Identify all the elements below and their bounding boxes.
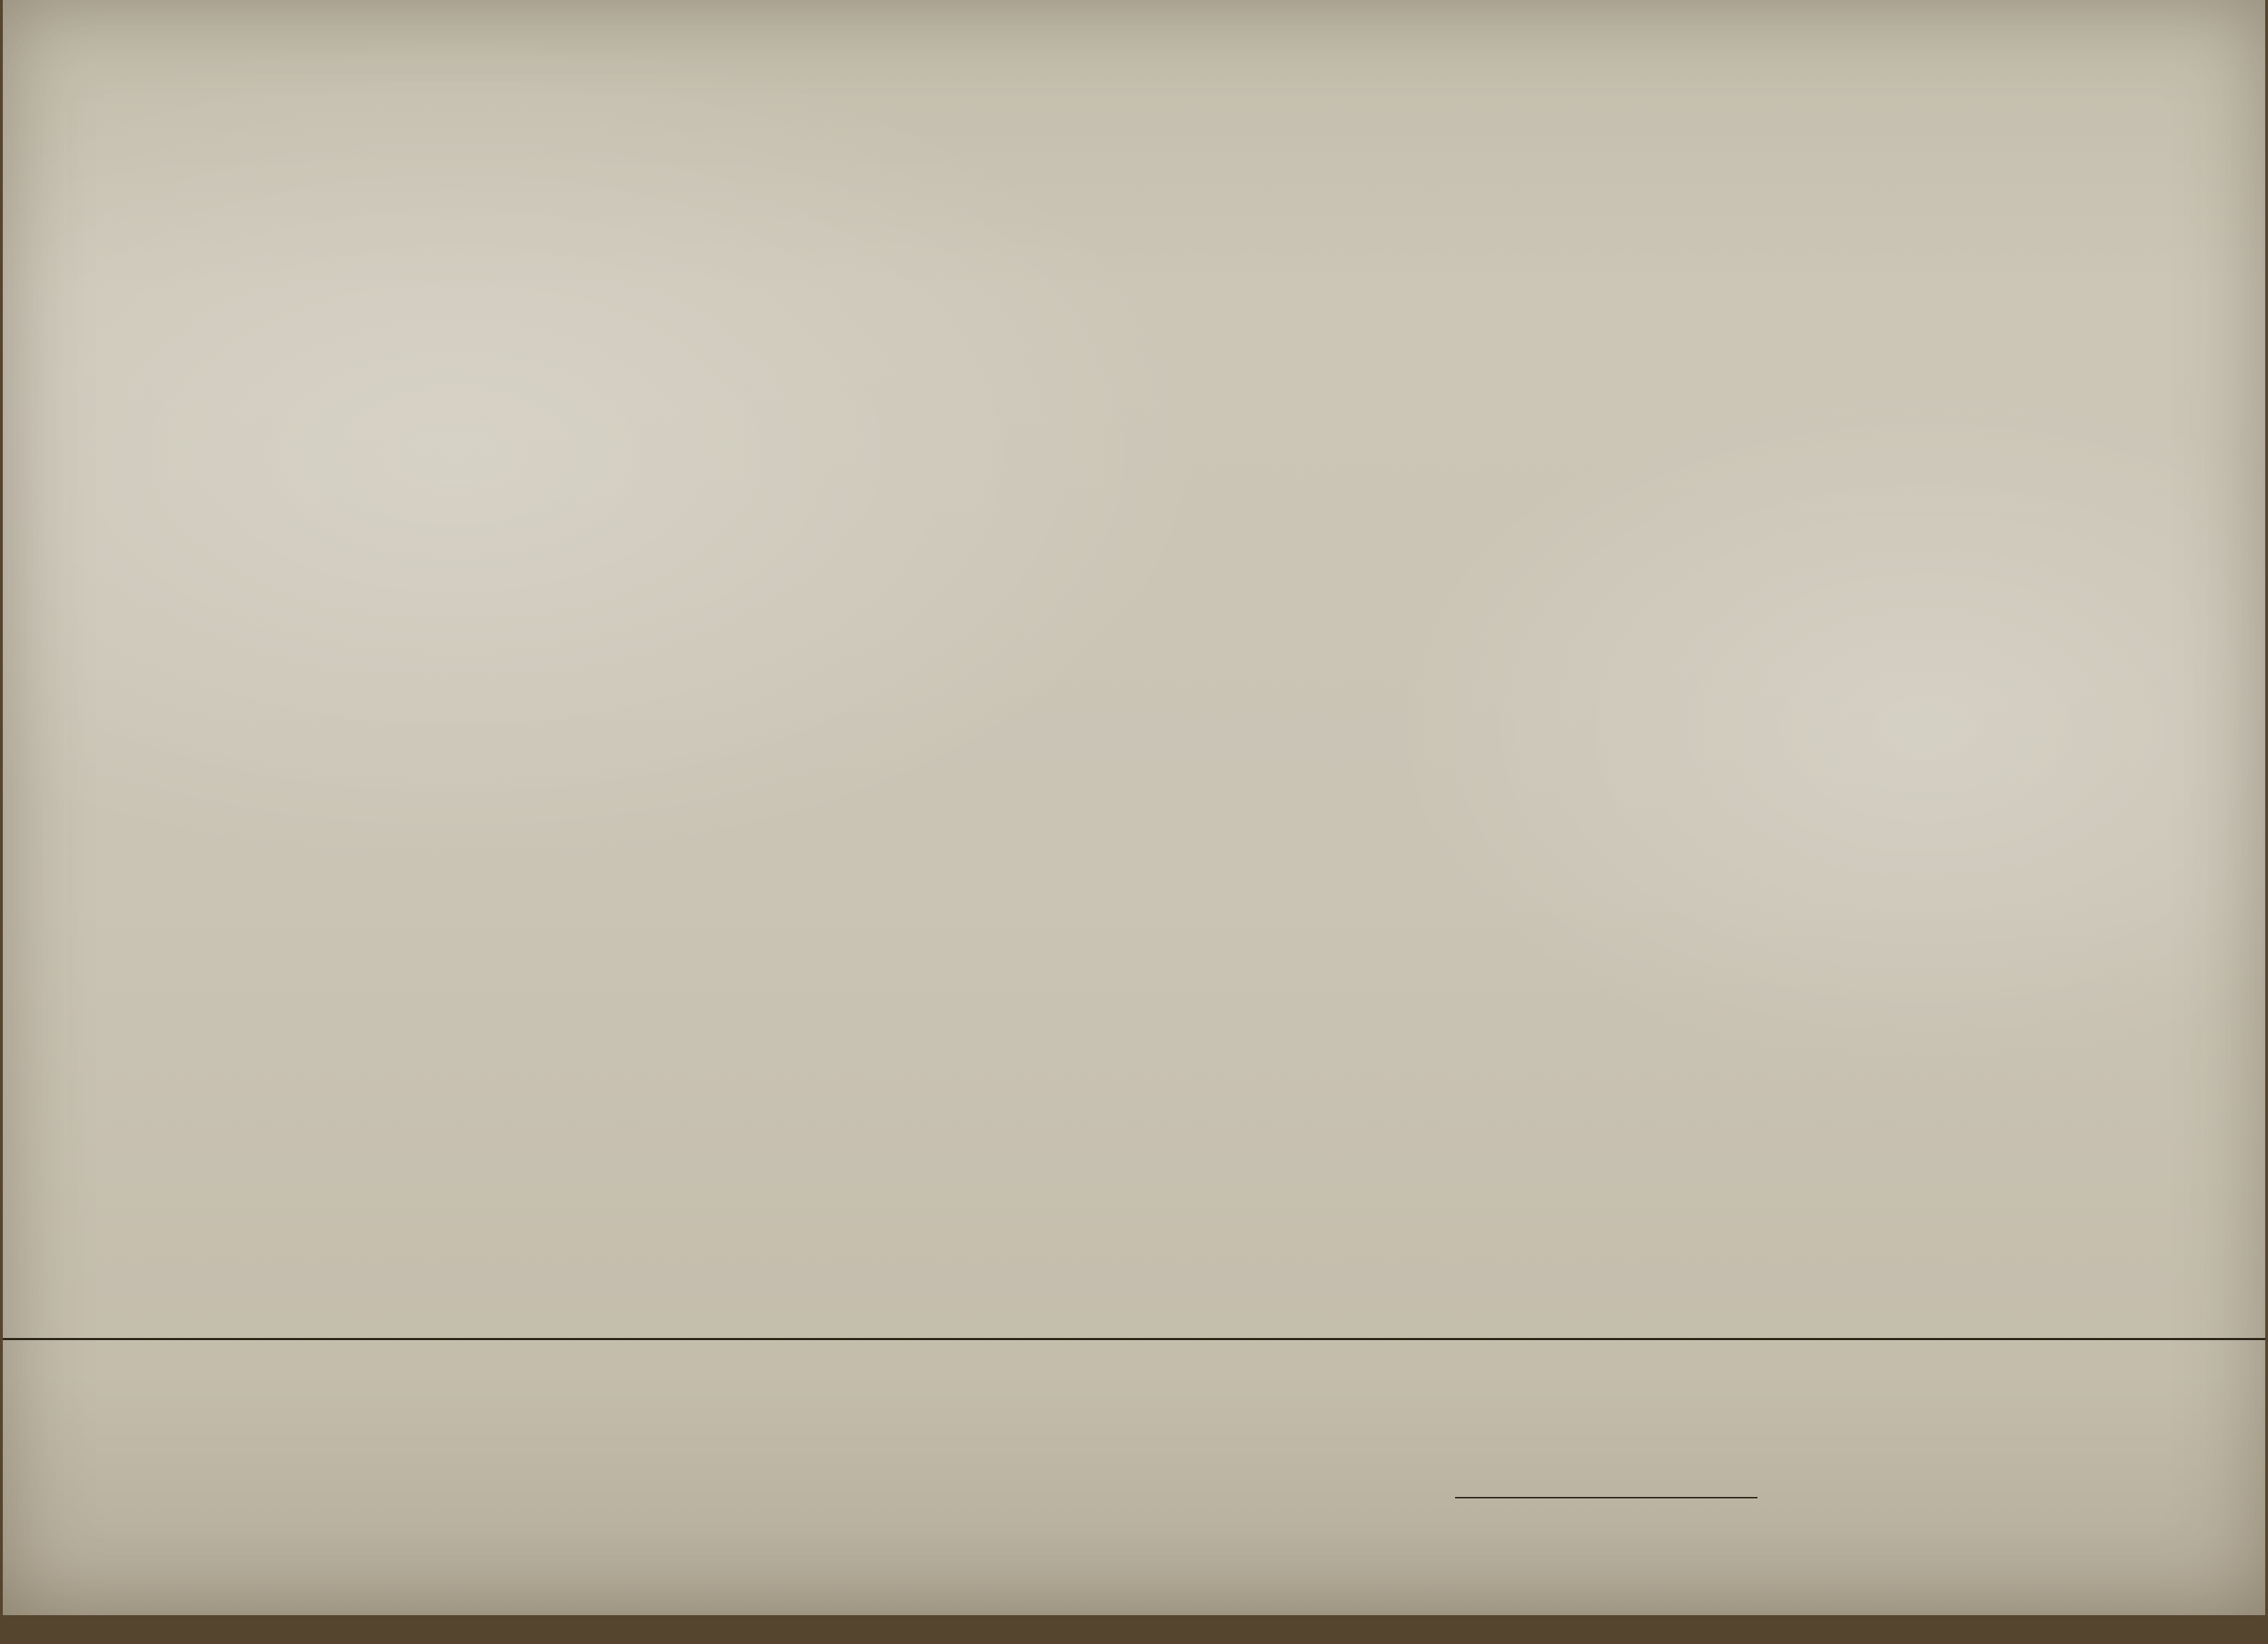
- footnote-line: [1480, 1543, 1761, 1557]
- horizontal-rule-footnote: [1455, 1497, 1757, 1498]
- footnote-line: [1480, 1516, 1761, 1530]
- horizontal-rule-main: [3, 1338, 2265, 1340]
- title-block: [65, 25, 587, 44]
- footnote-line: [1480, 1530, 1761, 1544]
- newspaper-index-sheet: [3, 0, 2265, 1615]
- footnote-block: [1480, 1516, 1761, 1557]
